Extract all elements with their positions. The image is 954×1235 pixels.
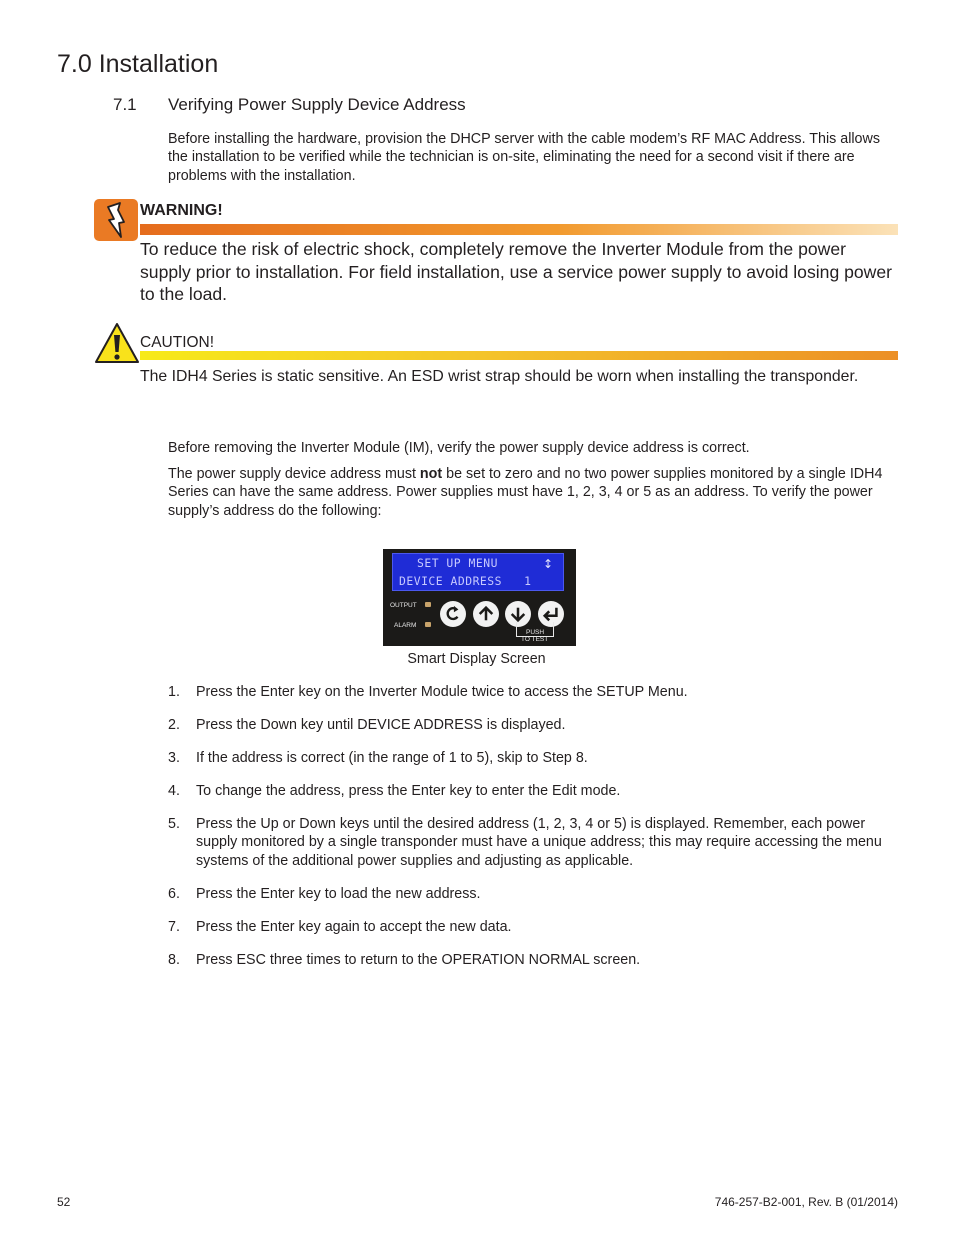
emphasis-not: not [419, 466, 443, 482]
list-item: 3. If the address is correct (in the range of 1 to 5), skip to Step 8. [168, 750, 588, 766]
paragraph-address-rules: The power supply device address must not be set to zero and no two power supplies monitored by a single IDH4 Series can have the same address. Power supplies must have 1, 2, 3, 4 or 5 as an address. To verify the power supply’s address do the following: [168, 466, 883, 519]
lcd-line-1: SET UP MENU [417, 556, 498, 570]
section-title: 7.0 Installation [57, 50, 219, 78]
caution-title: CAUTION! [140, 334, 215, 351]
figure-caption: Smart Display Screen [407, 651, 546, 667]
smart-display-image [383, 549, 576, 646]
list-item: 1. Press the Enter key on the Inverter Module twice to access the SETUP Menu. [168, 684, 688, 700]
alarm-label: ALARM [394, 622, 417, 629]
list-item: 8. Press ESC three times to return to the OPERATION NORMAL screen. [168, 951, 641, 968]
up-down-arrow-icon: ↕ [542, 557, 553, 571]
paragraph-verify: Before removing the Inverter Module (IM), verify the power supply device address is correct. [168, 440, 750, 456]
output-led [425, 602, 431, 607]
list-item: 7. Press the Enter key again to accept the new data. [168, 918, 512, 935]
list-item: 4. To change the address, press the Enter key to enter the Edit mode. [168, 783, 621, 799]
intro-paragraph: Before installing the hardware, provision the DHCP server with the cable modem’s RF MAC Address. This allows the installation to be verified while the technician is on-site, eliminating the need for a second visit if there are problems with the installation. [168, 131, 880, 184]
push-label: PUSH [526, 629, 545, 636]
alarm-led [425, 622, 431, 627]
subsection-number: 7.1 [113, 95, 137, 114]
document-number: 746-257-B2-001, Rev. B (01/2014) [714, 1195, 898, 1209]
steps-list [168, 683, 888, 984]
output-label: OUTPUT [390, 602, 417, 609]
to-test-label: TO TEST [521, 636, 549, 643]
warning-bar [140, 224, 898, 235]
subsection-title: Verifying Power Supply Device Address [168, 95, 466, 114]
up-arrow-icon [473, 601, 499, 627]
list-item: 5. Press the Up or Down keys until the desired address (1, 2, 3, 4 or 5) is displayed. Remember, each power supply monitored by a single transponder must have a unique address; this may require accessing the menu systems of the additional power supplies and adjusting as applicable. [168, 816, 882, 869]
warning-text: To reduce the risk of electric shock, completely remove the Inverter Module from the power supply prior to installation. For field installation, use a service power supply to avoid losing power to the load. [140, 239, 893, 305]
warning-title: WARNING! [140, 202, 223, 219]
list-item: 6. Press the Enter key to load the new address. [168, 885, 481, 902]
list-item: 2. Press the Down key until DEVICE ADDRESS is displayed. [168, 717, 566, 733]
exclamation-triangle-icon [94, 322, 140, 364]
lcd-screen [392, 553, 564, 591]
esc-key-icon [440, 601, 466, 627]
caution-bar [140, 351, 898, 360]
caution-text: The IDH4 Series is static sensitive. An ESD wrist strap should be worn when installing the transponder. [140, 368, 859, 385]
page-number: 52 [57, 1195, 71, 1209]
lcd-line-2: DEVICE ADDRESS 1 [399, 574, 532, 588]
lightning-icon [94, 199, 138, 241]
